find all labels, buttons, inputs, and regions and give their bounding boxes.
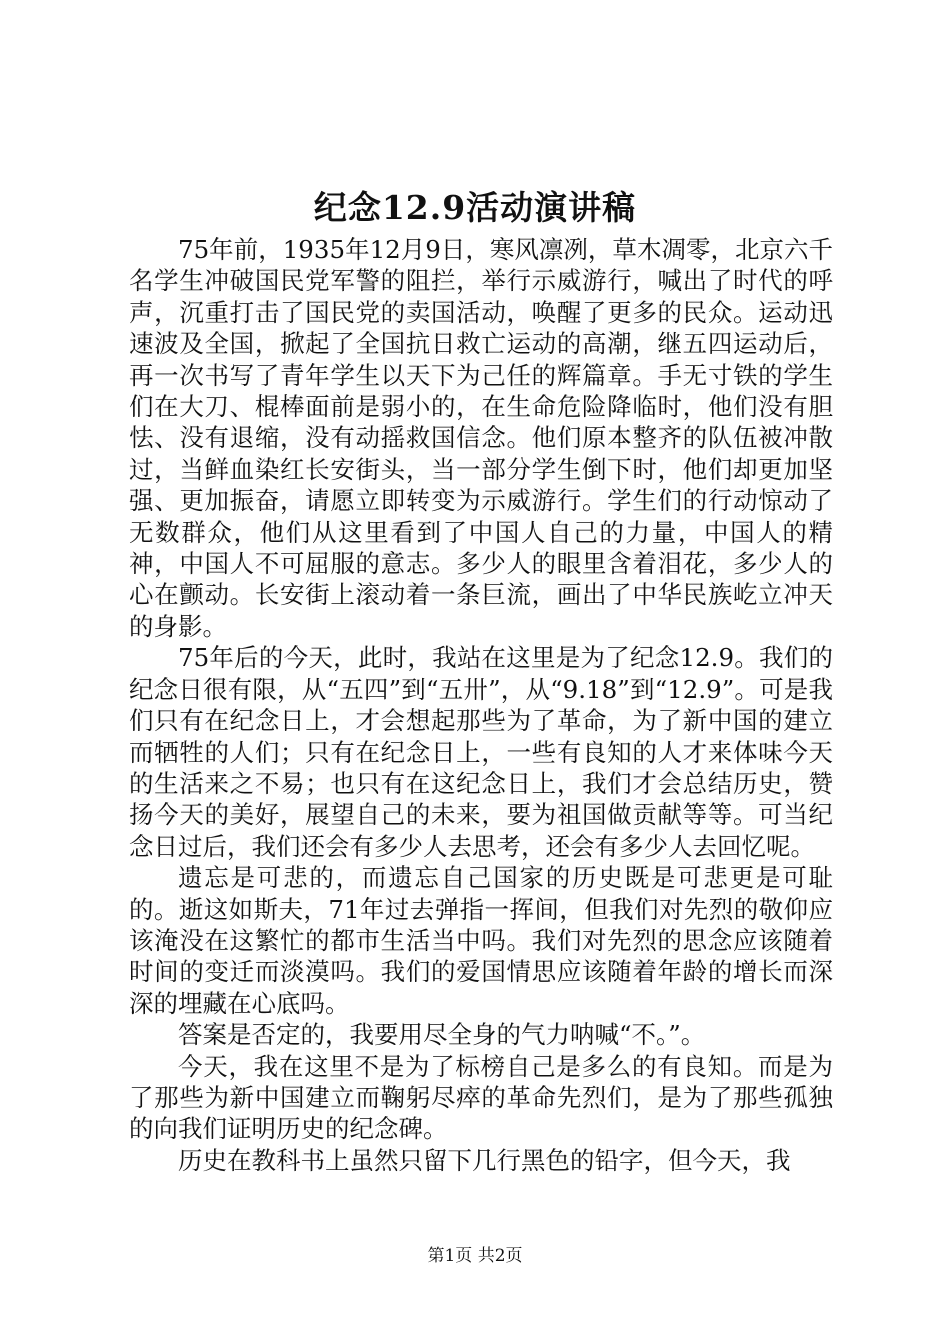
paragraph-3: 遗忘是可悲的，而遗忘自己国家的历史既是可悲更是可耻的。逝这如斯夫，71年过去弹指一挥间，但我们对先烈的敬仰应该淹没在这繁忙的都市生活当中吗。我们对先烈的思念应该随着时间的变迁而淡漠吗。我们的爱国情思应该随着年龄的增长而深深的埋藏在心底吗。 [129,863,833,1018]
document-title: 纪念12.9活动演讲稿 [313,188,637,227]
paragraph-5: 今天，我在这里不是为了标榜自己是多么的有良知。而是为了那些为新中国建立而鞠躬尽瘁的革命先烈们，是为了那些孤独的向我们证明历史的纪念碑。 [129,1051,833,1144]
paragraph-6: 历史在教科书上虽然只留下几行黑色的铅字，但今天，我 [178,1145,791,1175]
document-body [129,234,833,1176]
page-number-footer: 第1页 共2页 [427,1246,523,1266]
paragraph-4: 答案是否定的，我要用尽全身的气力呐喊“不。”。 [178,1020,706,1050]
paragraph-1: 75年前，1935年12月9日，寒风凛冽，草木凋零，北京六千名学生冲破国民党军警的阻拦，举行示威游行，喊出了时代的呼声，沉重打击了国民党的卖国活动，唤醒了更多的民众。运动迅速波及全国，掀起了全国抗日救亡运动的高潮，继五四运动后，再一次书写了青年学生以天下为己任的辉篇章。手无寸铁的学生们在大刀、棍棒面前是弱小的，在生命危险降临时，他们没有胆怯、没有退缩，没有动摇救国信念。他们原本整齐的队伍被冲散过，当鲜血染红长安街头，当一部分学生倒下时，他们却更加坚强、更加振奋，请愿立即转变为示威游行。学生们的行动惊动了无数群众，他们从这里看到了中国人自己的力量，中国人的精神，中国人不可屈服的意志。多少人的眼里含着泪花，多少人的心在颤动。长安街上滚动着一条巨流，画出了中华民族屹立冲天的身影。 [129,235,833,641]
paragraph-2: 75年后的今天，此时，我站在这里是为了纪念12.9。我们的纪念日很有限，从“五四”到“五卅”，从“9.18”到“12.9”。可是我们只有在纪念日上，才会想起那些为了革命，为了新中国的建立而牺牲的人们；只有在纪念日上，一些有良知的人才来体味今天的生活来之不易；也只有在这纪念日上，我们才会总结历史，赞扬今天的美好，展望自己的未来，要为祖国做贡献等等。可当纪念日过后，我们还会有多少人去思考，还会有多少人去回忆呢。 [129,643,833,861]
